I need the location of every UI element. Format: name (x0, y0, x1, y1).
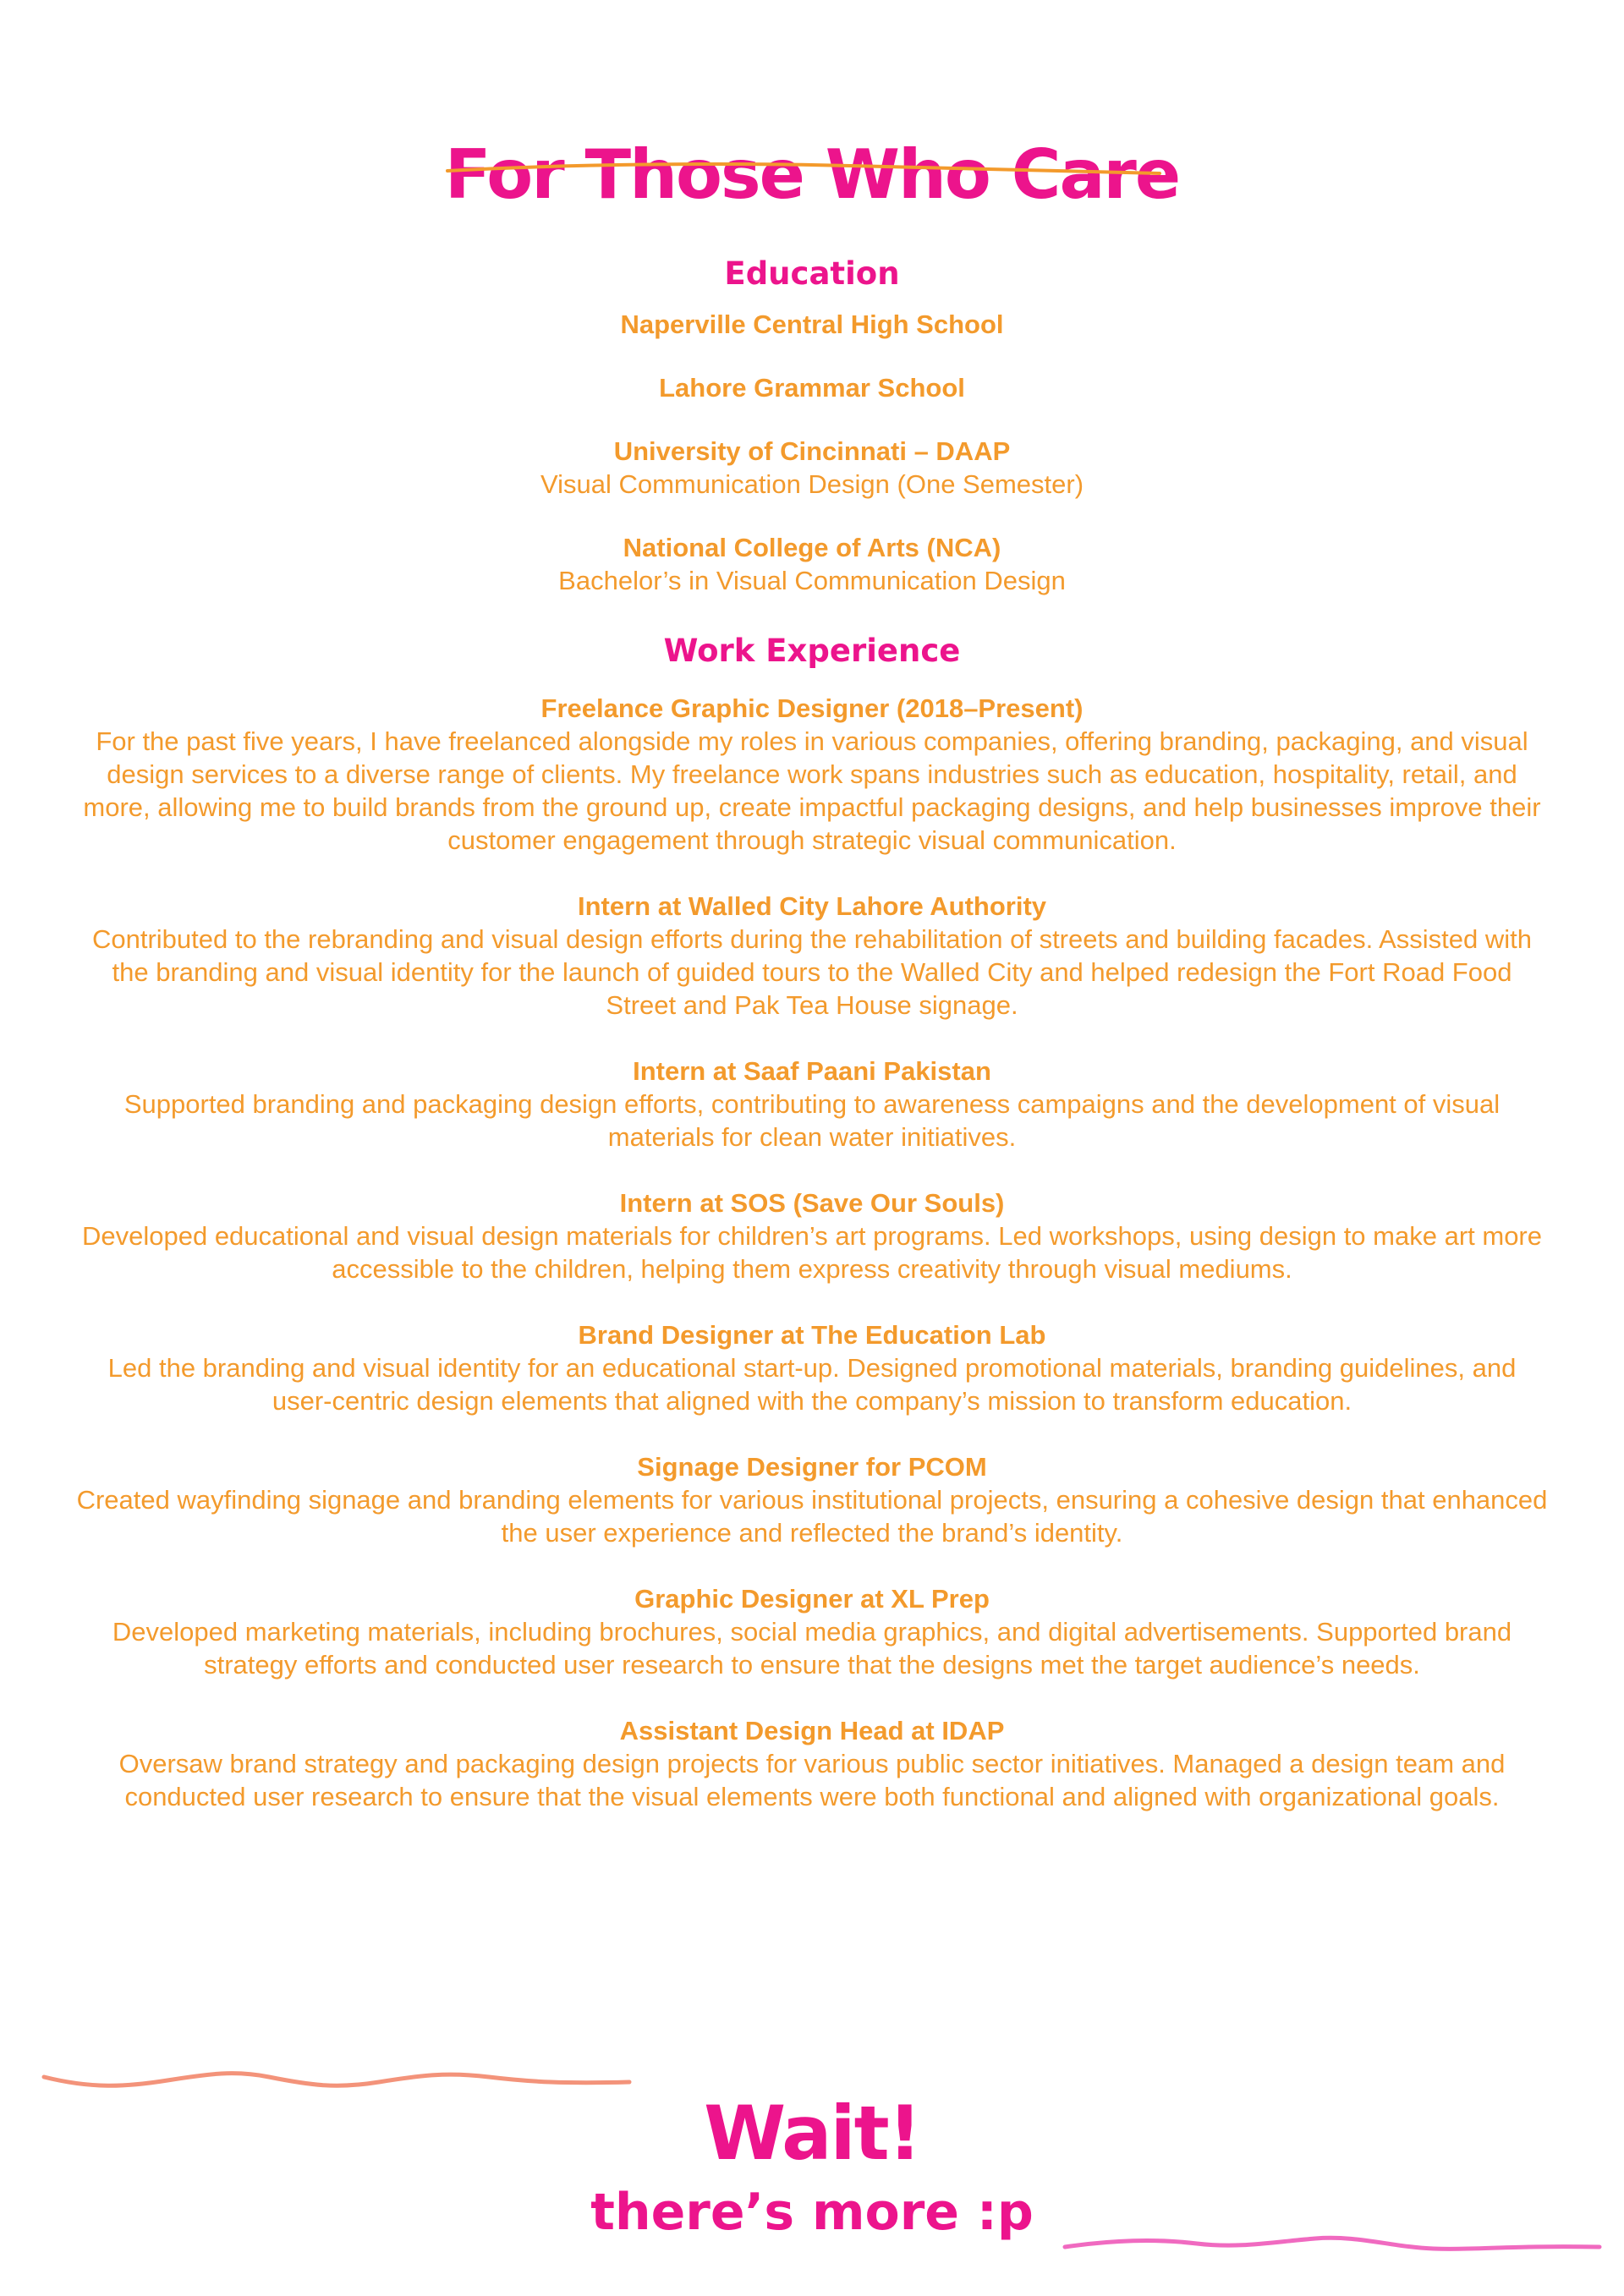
education-item (76, 435, 1548, 501)
work-description: Created wayfinding signage and branding elements for various institutional projects, ensuring a cohesive design that enhanced the user experience and reflected the brand’s identity. (76, 1485, 1548, 1548)
work-heading: Work Experience (663, 633, 961, 669)
work-description: For the past five years, I have freelanced alongside my roles in various companies, offering branding, packaging, and visual design services to a diverse range of clients. My freelance work spans industries such as education, hospitality, retail, and more, allowing me to build brands from the ground up, create impactful packaging designs, and help businesses improve their customer engagement through strategic visual communication. (83, 726, 1541, 855)
education-detail: Visual Communication Design (One Semester) (540, 469, 1084, 499)
education-school: Lahore Grammar School (659, 373, 965, 403)
work-item (76, 1186, 1548, 1285)
work-title: Intern at Saaf Paani Pakistan (633, 1056, 991, 1086)
resume-content (76, 250, 1548, 1813)
work-title: Intern at SOS (Save Our Souls) (619, 1188, 1005, 1218)
education-item (76, 371, 1548, 404)
work-item (76, 1582, 1548, 1681)
work-item (76, 1318, 1548, 1417)
work-section (76, 627, 1548, 1813)
work-item (76, 1055, 1548, 1153)
work-item (76, 1714, 1548, 1813)
work-item (76, 890, 1548, 1022)
education-detail: Bachelor’s in Visual Communication Design (558, 566, 1066, 595)
page-title: For Those Who Care (444, 134, 1180, 214)
education-school: Naperville Central High School (620, 310, 1004, 339)
education-item (76, 531, 1548, 597)
work-title: Freelance Graphic Designer (2018–Present) (540, 693, 1084, 723)
work-description: Supported branding and packaging design efforts, contributing to awareness campaigns and the development of visual materials for clean water initiatives. (123, 1089, 1501, 1152)
work-description: Developed educational and visual design materials for children’s art programs. Led workshops, using design to make art more accessible to the children, helping them express creativity through visual mediums. (81, 1221, 1542, 1284)
work-description: Led the branding and visual identity for an educational start-up. Designed promotional materials, branding guidelines, and user-centric design elements that aligned with the company’s mission to transform education. (107, 1353, 1517, 1416)
education-school: National College of Arts (NCA) (623, 533, 1001, 562)
work-title: Signage Designer for PCOM (637, 1452, 987, 1482)
work-item (76, 692, 1548, 857)
education-list (76, 308, 1548, 597)
education-school: University of Cincinnati – DAAP (613, 436, 1011, 466)
work-title: Intern at Walled City Lahore Authority (577, 891, 1047, 921)
work-description: Oversaw brand strategy and packaging design projects for various public sector initiatives. Managed a design team and conducted user research to ensure that the visual elements were both functional and aligned with organizational goals. (118, 1749, 1506, 1811)
education-item (76, 308, 1548, 341)
work-title: Brand Designer at The Education Lab (578, 1320, 1046, 1350)
footer-headline: Wait! (704, 2090, 920, 2177)
education-section (76, 250, 1548, 597)
education-heading: Education (724, 255, 900, 292)
work-description: Contributed to the rebranding and visual design efforts during the rehabilitation of streets and building facades. Assisted with the branding and visual identity for the launch of guided tours to the Walled City and helped redesign the Fort Road Food Street and Pak Tea House signage. (91, 924, 1533, 1020)
work-item (76, 1450, 1548, 1549)
title-underline (444, 159, 1163, 184)
work-title: Graphic Designer at XL Prep (634, 1584, 990, 1614)
work-list (76, 692, 1548, 1813)
work-description: Developed marketing materials, including brochures, social media graphics, and digital advertisements. Supported brand strategy efforts and conducted user research to ensure that the designs met the target audience’s needs. (112, 1617, 1512, 1680)
work-title: Assistant Design Head at IDAP (619, 1716, 1005, 1745)
footer-subline: there’s more :p (590, 2183, 1034, 2242)
